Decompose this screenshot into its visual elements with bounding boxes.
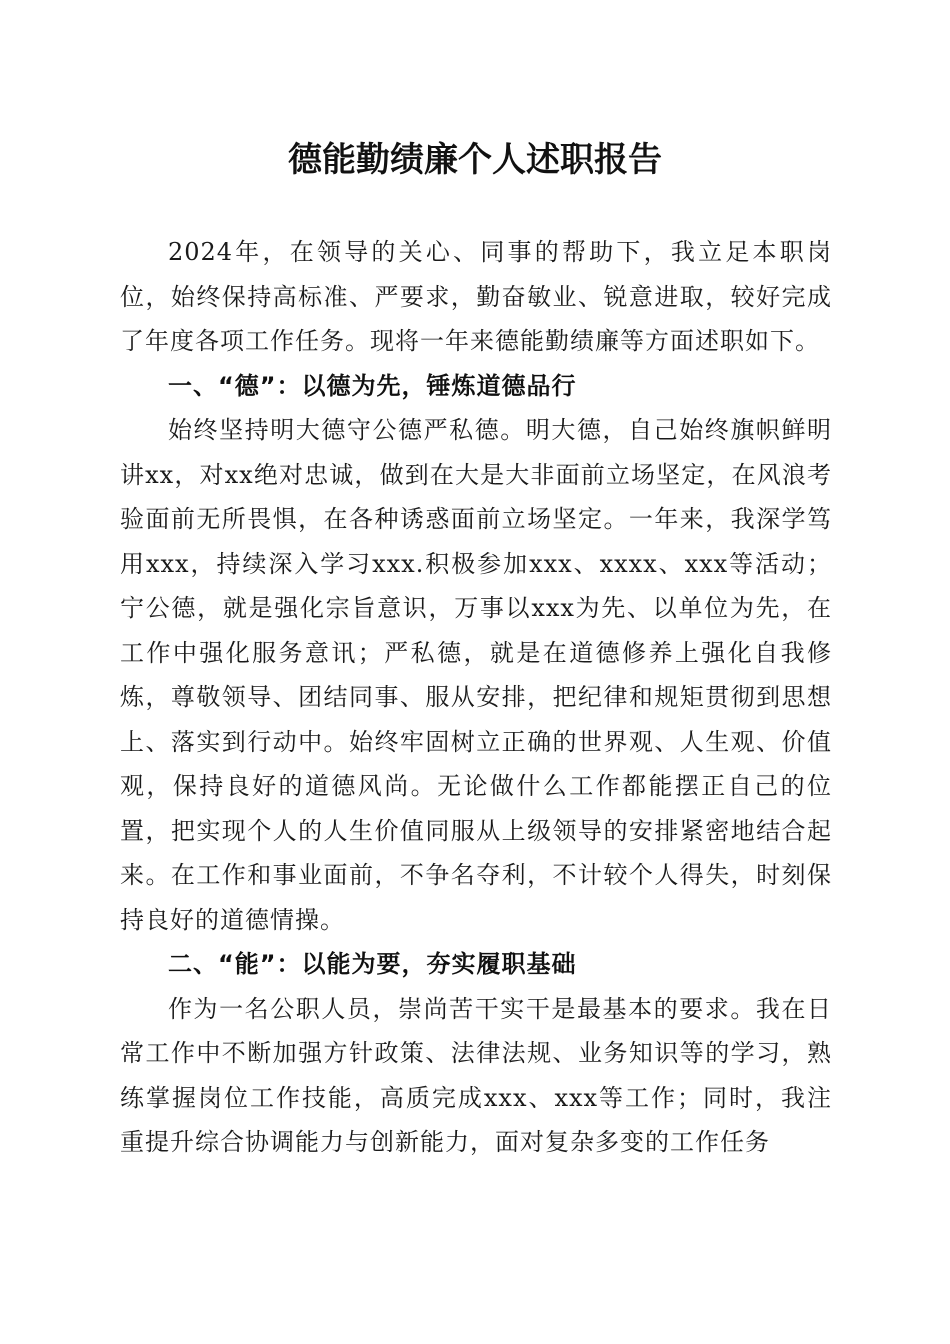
document-title: 德能勤绩廉个人述职报告 <box>288 140 662 180</box>
section-paragraph-de: 始终坚持明大德守公德严私德。明大德，自己始终旗帜鲜明讲xx，对xx绝对忠诚，做到在大是大非面前立场坚定，在风浪考验面前无所畏惧，在各种诱惑面前立场坚定。一年来，我深学笃用xxx，持续深入学习xxx.积极参加xxx、xxxx、xxx等活动；宁公德，就是强化宗旨意识，万事以xxx为先、以单位为先，在工作中强化服务意讯；严私德，就是在道德修养上强化自我修炼，尊敬领导、团结同事、服从安排，把纪律和规矩贯彻到思想上、落实到行动中。始终牢固树立正确的世界观、人生观、价值观，保持良好的道德风尚。无论做什么工作都能摆正自己的位置，把实现个人的人生价值同服从上级领导的安排紧密地结合起来。在工作和事业面前，不争名夺利，不计较个人得失，时刻保持良好的道德情操。 <box>120 416 832 934</box>
section-paragraph-neng: 作为一名公职人员，崇尚苦干实干是最基本的要求。我在日常工作中不断加强方针政策、法律法规、业务知识等的学习，熟练掌握岗位工作技能，高质完成xxx、xxx等工作；同时，我注重提升综合协调能力与创新能力，面对复杂多变的工作任务 <box>120 994 832 1156</box>
document-body <box>120 230 832 1165</box>
section-heading-neng: 二、“能”：以能为要，夯实履职基础 <box>168 950 577 978</box>
intro-paragraph: 2024年，在领导的关心、同事的帮助下，我立足本职岗位，始终保持高标准、严要求，勤奋敏业、锐意进取，较好完成了年度各项工作任务。现将一年来德能勤绩廉等方面述职如下。 <box>120 238 832 355</box>
section-heading-de: 一、“德”：以德为先，锤炼道德品行 <box>168 371 577 400</box>
